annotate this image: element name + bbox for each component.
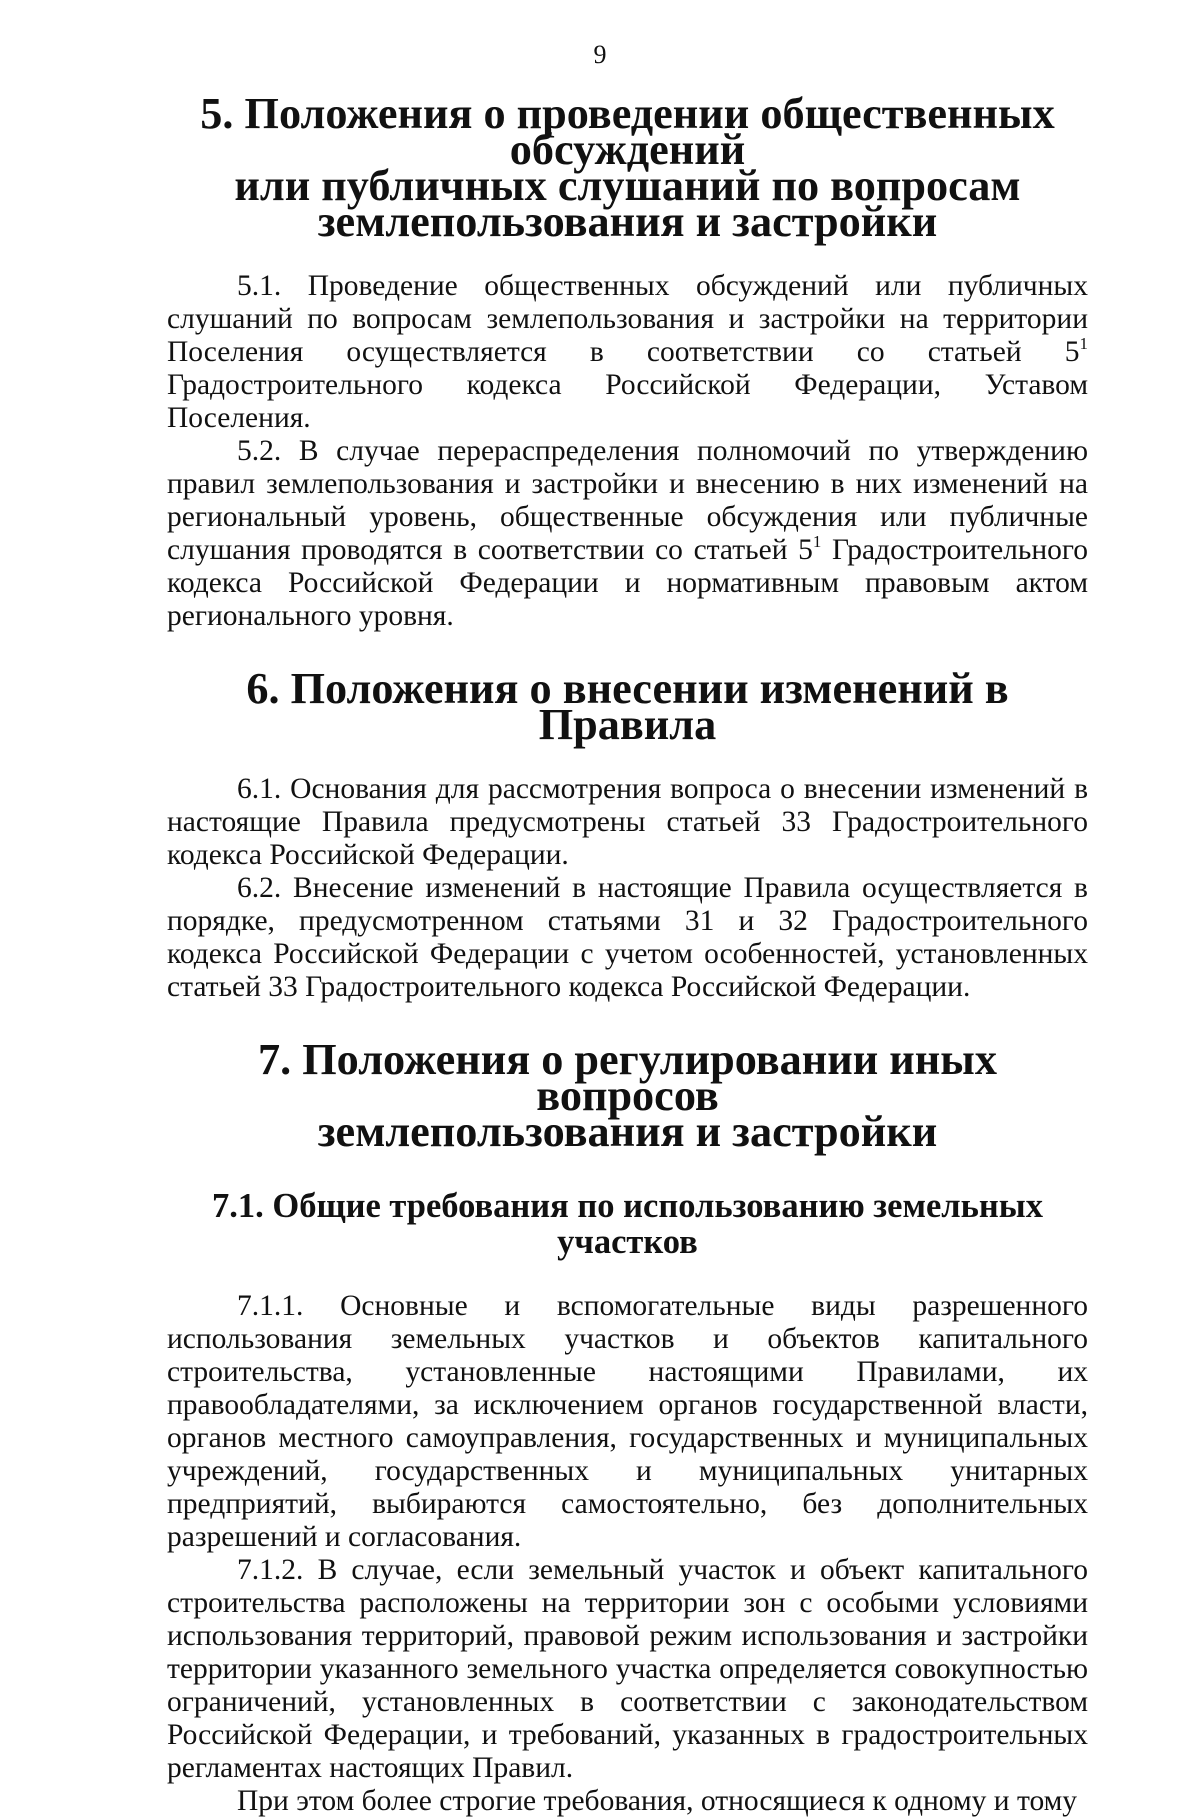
paragraph-continuation: При этом более строгие требования, относящиеся к одному и тому (237, 1785, 1078, 1817)
section-5-heading-line-1: 5. Положения о проведении общественных обсуждений (200, 89, 1055, 174)
subsection-7-1-heading: 7.1. Общие требования по использованию земельных участков (212, 1187, 1043, 1261)
paragraph-5-2-superscript: 1 (812, 532, 822, 551)
section-7-heading-line-2: землепользования и застройки (317, 1107, 938, 1156)
paragraph-5-2-text-a: 5.2. В случае перераспределения полномочий по утверждению правил землепользования и застройки и внесению в них изменений на региональный уровень, общественные обсуждения или публичные слушания проводятся в соответствии со статьей 5 (167, 435, 1088, 566)
section-5-heading (167, 89, 1088, 246)
section-6-heading: 6. Положения о внесении изменений в Правила (246, 664, 1009, 749)
section-5-heading-line-2: или публичных слушаний по вопросам землепользования и застройки (234, 161, 1021, 246)
document-body (167, 89, 1088, 1818)
paragraph-7-1-2: 7.1.2. В случае, если земельный участок и объект капитального строительства расположены на территории зон с особыми условиями использования территорий, правовой режим использования и застройки территории указанного земельного участка определяется совокупностью ограничений, установленных в соответствии с законодательством Российской Федерации, и требований, указанных в градостроительных регламентах настоящих Правил. (167, 1554, 1088, 1784)
paragraph-6-2: 6.2. Внесение изменений в настоящие Правила осуществляется в порядке, предусмотренном статьями 31 и 32 Градостроительного кодекса Российской Федерации с учетом особенностей, установленных статьей 33 Градостроительного кодекса Российской Федерации. (167, 872, 1088, 1003)
section-7-heading-line-1: 7. Положения о регулировании иных вопросов (258, 1035, 997, 1120)
paragraph-5-1-text-b: Градостроительного кодекса Российской Федерации, Уставом Поселения. (167, 369, 1088, 434)
paragraph-5-2-text-b: Градостроительного кодекса Российской Федерации и нормативным правовым актом регионального уровня. (167, 534, 1088, 632)
section-7-heading (167, 1035, 1088, 1156)
paragraph-5-1-superscript: 1 (1079, 334, 1088, 353)
paragraph-6-1: 6.1. Основания для рассмотрения вопроса о внесении изменений в настоящие Правила предусмотрены статьей 33 Градостроительного кодекса Российской Федерации. (167, 773, 1088, 871)
paragraph-7-1-1: 7.1.1. Основные и вспомогательные виды разрешенного использования земельных участков и объектов капитального строительства, установленные настоящими Правилами, их правообладателями, за исключением органов государственной власти, органов местного самоуправления, государственных и муниципальных учреждений, государственных и муниципальных унитарных предприятий, выбираются самостоятельно, без дополнительных разрешений и согласования. (167, 1290, 1088, 1553)
page-number: 9 (593, 40, 607, 69)
paragraph-5-1-text-a: 5.1. Проведение общественных обсуждений или публичных слушаний по вопросам землепользования и застройки на территории Поселения осуществляется в соответствии со статьей 5 (167, 270, 1088, 368)
paragraph-5-2 (167, 435, 1088, 633)
paragraph-5-1 (167, 270, 1088, 435)
